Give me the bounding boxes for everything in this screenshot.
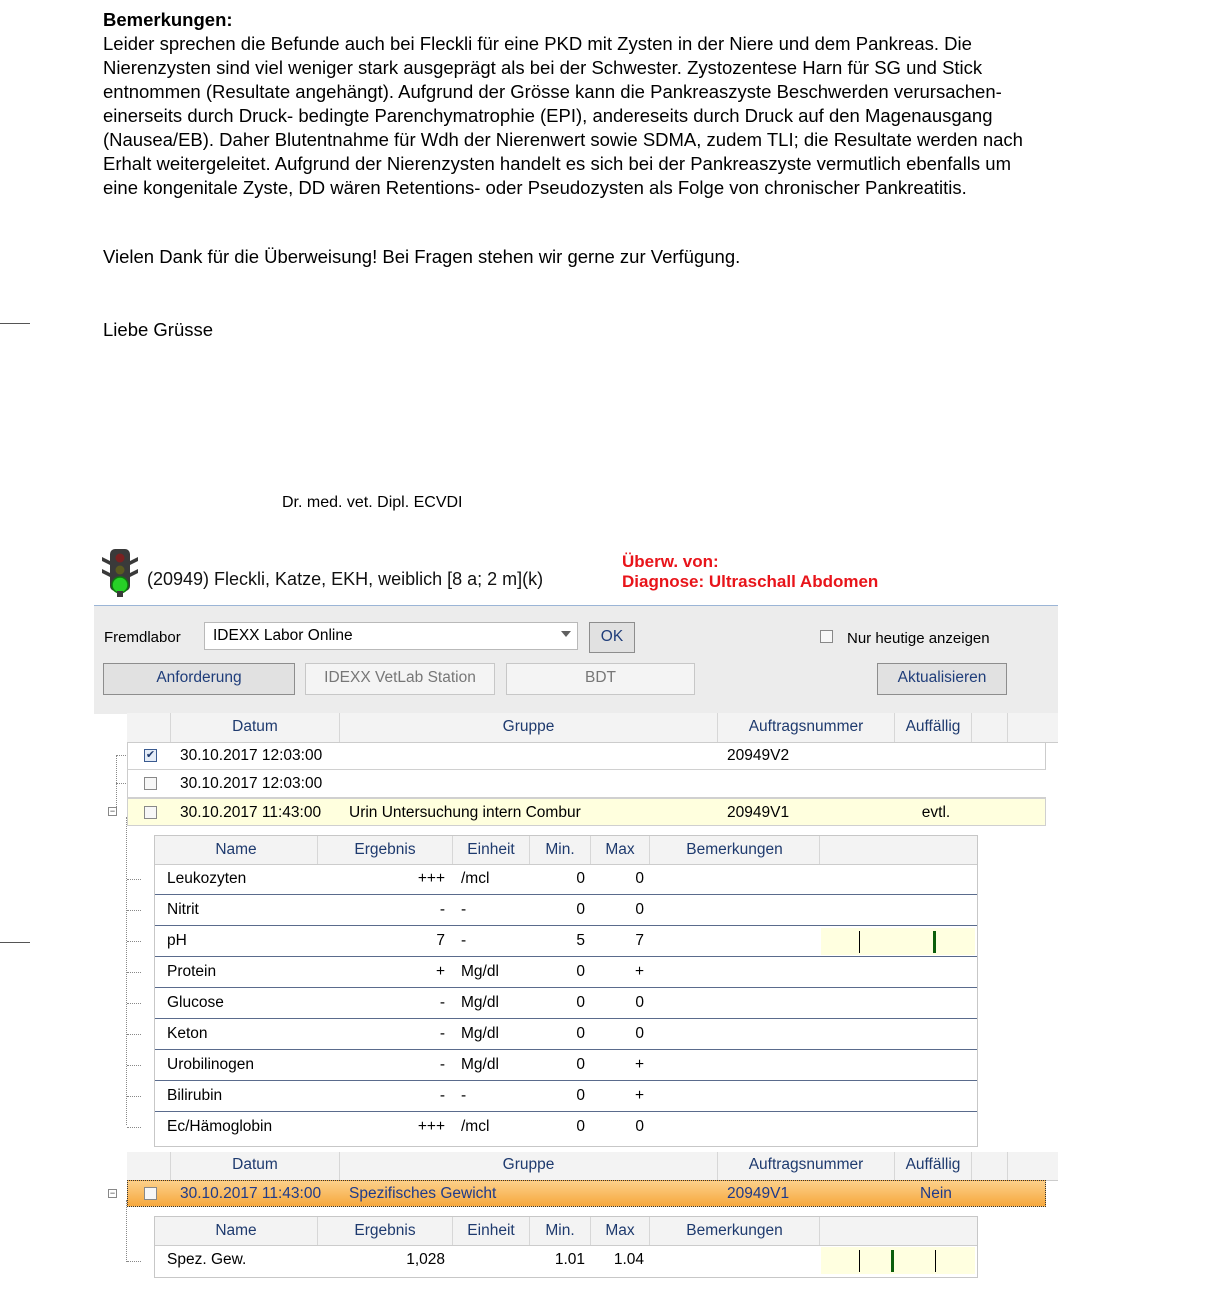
range-max-tick [935, 1250, 936, 1272]
result-unit: - [461, 901, 467, 918]
refresh-button[interactable]: Aktualisieren [877, 663, 1007, 695]
remarks-title: Bemerkungen: [103, 9, 233, 30]
result-row[interactable] [155, 1245, 977, 1276]
margin-mark [0, 942, 30, 943]
order-row-highlighted[interactable] [127, 798, 1046, 826]
signature: Dr. med. vet. Dipl. ECVDI [282, 494, 463, 511]
traffic-light-icon [100, 547, 140, 599]
result-max: 0 [635, 994, 644, 1011]
result-value: - [439, 901, 445, 918]
collapse-icon[interactable]: − [109, 806, 116, 816]
range-value-tick [891, 1250, 894, 1272]
result-name: Ec/Hämoglobin [167, 1118, 273, 1135]
ok-button[interactable]: OK [589, 622, 635, 653]
tree-line [127, 1065, 141, 1066]
remarks-line: (Nausea/EB). Daher Blutentnahme für Wdh der Nierenwert sowie SDMA, zudem TLI; die Resultate werden nach [103, 129, 1023, 150]
result-min: 0 [576, 1118, 585, 1135]
range-min-tick [859, 931, 860, 953]
result-value: - [439, 994, 445, 1011]
header-max[interactable]: Max [591, 836, 650, 864]
result-name: Bilirubin [167, 1087, 223, 1104]
result-row[interactable] [155, 1081, 977, 1112]
order-abnormal: evtl. [921, 804, 951, 821]
header-name[interactable]: Name [155, 1217, 318, 1245]
result-min: 0 [576, 1056, 585, 1073]
result-max: 0 [635, 870, 644, 887]
result-max: 7 [635, 932, 644, 949]
result-name: Leukozyten [167, 870, 247, 887]
header-group[interactable]: Gruppe [340, 1152, 718, 1180]
result-row[interactable] [155, 957, 977, 988]
result-value: +++ [417, 1118, 445, 1135]
result-unit: - [461, 932, 467, 949]
referral-alert-line: Überw. von: [622, 552, 719, 571]
result-max: + [634, 1056, 644, 1073]
checkbox-box[interactable] [820, 630, 833, 643]
header-abnormal[interactable]: Auffällig [895, 1152, 972, 1180]
result-value: - [439, 1087, 445, 1104]
result-row[interactable] [155, 864, 977, 895]
result-unit: Mg/dl [461, 963, 499, 980]
only-today-checkbox[interactable] [820, 630, 833, 648]
order-group: Spezifisches Gewicht [349, 1185, 497, 1202]
results-table-2 [154, 1216, 978, 1278]
vetlab-station-button[interactable]: IDEXX VetLab Station [305, 663, 495, 695]
header-result[interactable]: Ergebnis [318, 1217, 453, 1245]
header-order-no[interactable]: Auftragsnummer [718, 713, 895, 742]
remarks-line: eine kongenitale Zyste, DD wären Retentions- oder Pseudozysten als Folge von chronischer Pankreatitis. [103, 177, 967, 198]
remarks-line: einerseits durch Druck- bedingte Parenchymatrophie (EPI), andereseits durch Druck auf den Magenausgang [103, 105, 993, 126]
orders-header-2 [127, 1152, 1058, 1181]
result-min: 5 [576, 932, 585, 949]
order-date: 30.10.2017 11:43:00 [180, 804, 322, 821]
result-max: 0 [635, 1025, 644, 1042]
result-name: Keton [167, 1025, 208, 1042]
header-unit[interactable]: Einheit [453, 836, 530, 864]
tree-line [127, 1261, 141, 1262]
results-header [155, 1217, 977, 1246]
result-min: 0 [576, 994, 585, 1011]
orders-grid [94, 713, 1058, 1293]
header-remarks[interactable]: Bemerkungen [650, 1217, 820, 1245]
header-extra-col [972, 1152, 1008, 1180]
order-row-selected[interactable] [127, 1180, 1046, 1207]
header-extra-col [972, 713, 1008, 742]
results-table [154, 835, 978, 1147]
result-name: Spez. Gew. [167, 1251, 247, 1268]
greeting-text: Liebe Grüsse [103, 319, 214, 340]
result-row[interactable] [155, 926, 977, 957]
result-name: Protein [167, 963, 217, 980]
result-max: 1.04 [613, 1251, 644, 1268]
result-max: 0 [635, 1118, 644, 1135]
order-date: 30.10.2017 12:03:00 [180, 775, 323, 792]
diagnosis-alert-line: Diagnose: Ultraschall Abdomen [622, 572, 879, 591]
result-row[interactable] [155, 1112, 977, 1143]
order-checkbox[interactable] [144, 777, 157, 790]
tree-line [127, 972, 141, 973]
result-row[interactable] [155, 1019, 977, 1050]
result-unit: /mcl [461, 1118, 490, 1135]
tree-line [127, 879, 141, 880]
tree-line [127, 1003, 141, 1004]
result-name: Urobilinogen [167, 1056, 255, 1073]
only-today-label[interactable]: Nur heutige anzeigen [847, 630, 990, 647]
remarks-line: entnommen (Resultate angehängt). Aufgrund der Grösse kann die Pankreaszyste Beschwerden verursachen- [103, 81, 1002, 102]
order-number: 20949V2 [727, 747, 790, 764]
header-remarks[interactable]: Bemerkungen [650, 836, 820, 864]
result-row[interactable] [155, 988, 977, 1019]
result-min: 0 [576, 1025, 585, 1042]
tree-line [127, 1034, 141, 1035]
fremdlabor-select[interactable] [204, 622, 578, 650]
patient-title: (20949) Fleckli, Katze, EKH, weiblich [8 a; 2 m](k) [147, 569, 544, 589]
result-max: 0 [635, 901, 644, 918]
range-gauge [821, 928, 975, 955]
order-group: Urin Untersuchung intern Combur [349, 804, 581, 821]
header-unit[interactable]: Einheit [453, 1217, 530, 1245]
remarks-line: Erhalt weitergeleitet. Aufgrund der Nierenzysten handelt es sich bei der Pankreaszyste vermutlich ebenfalls um [103, 153, 1011, 174]
remarks-line: Nierenzysten sind viel weniger stark ausgeprägt als bei der Schwester. Zystozentese Harn für SG und Stick [103, 57, 983, 78]
order-checkbox[interactable] [144, 806, 157, 819]
tree-line [127, 941, 141, 942]
thanks-text: Vielen Dank für die Überweisung! Bei Fragen stehen wir gerne zur Verfügung. [103, 246, 741, 267]
anforderung-button[interactable]: Anforderung [103, 663, 295, 695]
result-value: 1,028 [406, 1251, 445, 1268]
header-min[interactable]: Min. [530, 836, 591, 864]
tree-line [116, 755, 117, 815]
header-check-col [127, 713, 171, 742]
header-check-col [127, 1152, 171, 1180]
tree-line [127, 910, 141, 911]
fremdlabor-label: Fremdlabor [104, 629, 181, 646]
result-row[interactable] [155, 895, 977, 926]
result-unit: Mg/dl [461, 1056, 499, 1073]
referral-alert [622, 552, 878, 592]
result-name: Glucose [167, 994, 224, 1011]
tree-line [127, 1096, 141, 1097]
result-value: 7 [436, 932, 445, 949]
header-abnormal[interactable]: Auffällig [895, 713, 972, 742]
result-value: + [435, 963, 445, 980]
result-value: - [439, 1056, 445, 1073]
header-order-no[interactable]: Auftragsnummer [718, 1152, 895, 1180]
header-result[interactable]: Ergebnis [318, 836, 453, 864]
header-date[interactable]: Datum [171, 1152, 340, 1180]
result-min: 0 [576, 1087, 585, 1104]
result-min: 0 [576, 963, 585, 980]
order-checkbox[interactable] [144, 1187, 157, 1200]
order-row[interactable] [127, 770, 1046, 798]
result-max: + [634, 963, 644, 980]
order-abnormal: Nein [920, 1185, 952, 1202]
tree-line [127, 1127, 141, 1128]
result-min: 0 [576, 901, 585, 918]
orders-header [127, 713, 1058, 743]
result-unit: /mcl [461, 870, 490, 887]
range-gauge [821, 1247, 975, 1274]
header-group[interactable]: Gruppe [340, 713, 718, 742]
result-unit: Mg/dl [461, 1025, 499, 1042]
result-min: 1.01 [554, 1251, 585, 1268]
margin-mark [0, 323, 30, 324]
tree-line [126, 1200, 127, 1262]
order-row[interactable] [127, 742, 1046, 770]
remarks-block [103, 8, 1153, 200]
header-max[interactable]: Max [591, 1217, 650, 1245]
order-date: 30.10.2017 12:03:00 [180, 747, 323, 764]
result-value: +++ [417, 870, 445, 887]
collapse-icon[interactable]: − [109, 1188, 116, 1198]
order-number: 20949V1 [727, 804, 790, 821]
tree-line [126, 817, 127, 1125]
chevron-down-icon[interactable] [561, 631, 571, 637]
fremdlabor-value: IDEXX Labor Online [213, 627, 353, 644]
results-header [155, 836, 977, 865]
result-name: Nitrit [167, 901, 199, 918]
result-min: 0 [576, 870, 585, 887]
bdt-button[interactable]: BDT [506, 663, 695, 695]
header-date[interactable]: Datum [171, 713, 340, 742]
result-name: pH [167, 932, 187, 949]
order-date: 30.10.2017 11:43:00 [180, 1185, 322, 1202]
remarks-line: Leider sprechen die Befunde auch bei Fleckli für eine PKD mit Zysten in der Niere und dem Pankreas. Die [103, 33, 972, 54]
result-max: + [634, 1087, 644, 1104]
range-value-tick [933, 931, 936, 953]
order-checkbox[interactable] [144, 749, 157, 762]
header-name[interactable]: Name [155, 836, 318, 864]
result-unit: - [461, 1087, 467, 1104]
header-min[interactable]: Min. [530, 1217, 591, 1245]
range-min-tick [859, 1250, 860, 1272]
order-number: 20949V1 [727, 1185, 790, 1202]
result-row[interactable] [155, 1050, 977, 1081]
result-unit: Mg/dl [461, 994, 499, 1011]
result-value: - [439, 1025, 445, 1042]
